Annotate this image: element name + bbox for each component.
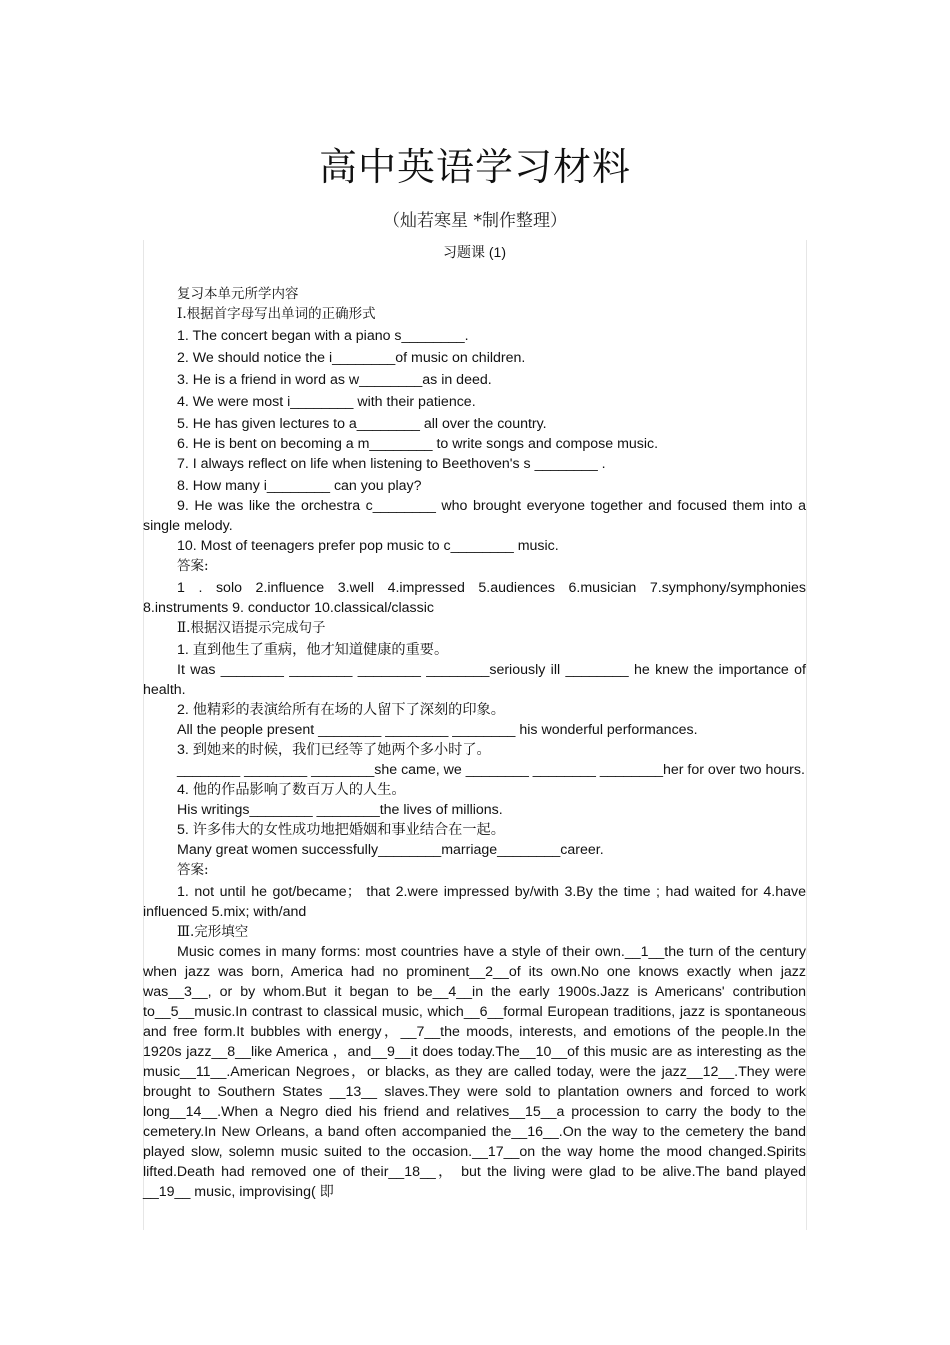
s1-item: 6. He is bent on becoming a m________ to write songs and compose music. [177, 436, 659, 452]
s1-item: 4. We were most i________ with their patience. [177, 394, 476, 410]
document-body [143, 240, 806, 1202]
s1-item: 5. He has given lectures to a________ all over the country. [177, 416, 547, 432]
section-1-heading: Ⅰ.根据首字母写出单词的正确形式 [177, 306, 376, 322]
s1-item: 9. He was like the orchestra c________ who brought everyone together and focused them into a single melody. [143, 498, 806, 534]
intro-line: 复习本单元所学内容 [177, 286, 299, 302]
s2-english-sentence: ________ ________ ________she came, we ________ ________ ________her for over two hours. [177, 762, 805, 778]
s1-item: 8. How many i________ can you play? [177, 478, 422, 494]
page-border-right [806, 240, 807, 1230]
s2-english-sentence: All the people present ________ ________ ________ his wonderful performances. [177, 722, 698, 738]
s2-chinese-prompt: 3. 到她来的时候，我们已经等了她两个多小时了。 [177, 742, 491, 758]
cloze-passage: Music comes in many forms: most countries have a style of their own.__1__the turn of the century when jazz was born, America had no prominent__2__of its own.No one knows exactly when jazz was__3__, or by whom.But it began to be__4__in the early 1900s.Jazz is Americans' contribution to__5__music.In contrast to classical music, which__6__formal European traditions, jazz is spontaneous and free form.It bubbles with energy，__7__the moods, interests, and emotions of the people.In the 1920s jazz__8__like America ，and__9__it does today.The__10__of this music are as interesting as the music__11__.American Negroes，or blacks, as they are called today, were the jazz__12__.They were brought to Southern States __13__ slaves.They were sold to plantation owners and forced to work long__14__.When a Negro died his friend and relatives__15__a procession to carry the body to the cemetery.In New Orleans, a band often accompanied the__16__.On the way to the cemetery the band played slow, solemn music suited to the occasion.__17__on the way home the mood changed.Spirits lifted.Death had removed one of their__18__， but the living were glad to be alive.The band played __19__ music, improvising( 即 [143, 944, 806, 1200]
s2-english-sentence: It was ________ ________ ________ ________seriously ill ________ he knew the importance of health. [143, 662, 806, 698]
lesson-heading: 习题课 (1) [443, 244, 506, 260]
s2-english-sentence: Many great women successfully________marriage________career. [177, 842, 604, 858]
s2-chinese-prompt: 2. 他精彩的表演给所有在场的人留下了深刻的印象。 [177, 702, 505, 718]
document-title: 高中英语学习材料 [318, 145, 631, 189]
section-2-heading: Ⅱ.根据汉语提示完成句子 [177, 620, 326, 636]
s2-english-sentence: His writings________ ________the lives of millions. [177, 802, 503, 818]
s1-answer-label: 答案: [177, 558, 209, 574]
s2-chinese-prompt: 5. 许多伟大的女性成功地把婚姻和事业结合在一起。 [177, 822, 505, 838]
s1-item: 1. The concert began with a piano s________. [177, 328, 469, 344]
s2-chinese-prompt: 1. 直到他生了重病，他才知道健康的重要。 [177, 642, 449, 658]
section-3-heading: Ⅲ.完形填空 [177, 924, 249, 940]
document-subtitle: （灿若寒星 *制作整理） [383, 211, 567, 231]
s1-answer: 1 . solo 2.influence 3.well 4.impressed 5.audiences 6.musician 7.symphony/symphonies 8.instruments 9. conductor 10.classical/classic [143, 580, 806, 616]
s1-item: 3. He is a friend in word as w________as in deed. [177, 372, 492, 388]
s1-item: 7. I always reflect on life when listening to Beethoven's s ________ . [177, 456, 606, 472]
s2-answer-label: 答案: [177, 862, 209, 878]
s2-chinese-prompt: 4. 他的作品影响了数百万人的人生。 [177, 782, 406, 798]
s2-answer: 1. not until he got/became； that 2.were impressed by/with 3.By the time ; had waited for 4.have influenced 5.mix; with/and [143, 884, 806, 920]
s1-item: 2. We should notice the i________of music on children. [177, 350, 526, 366]
s1-item: 10. Most of teenagers prefer pop music to c________ music. [177, 538, 559, 554]
